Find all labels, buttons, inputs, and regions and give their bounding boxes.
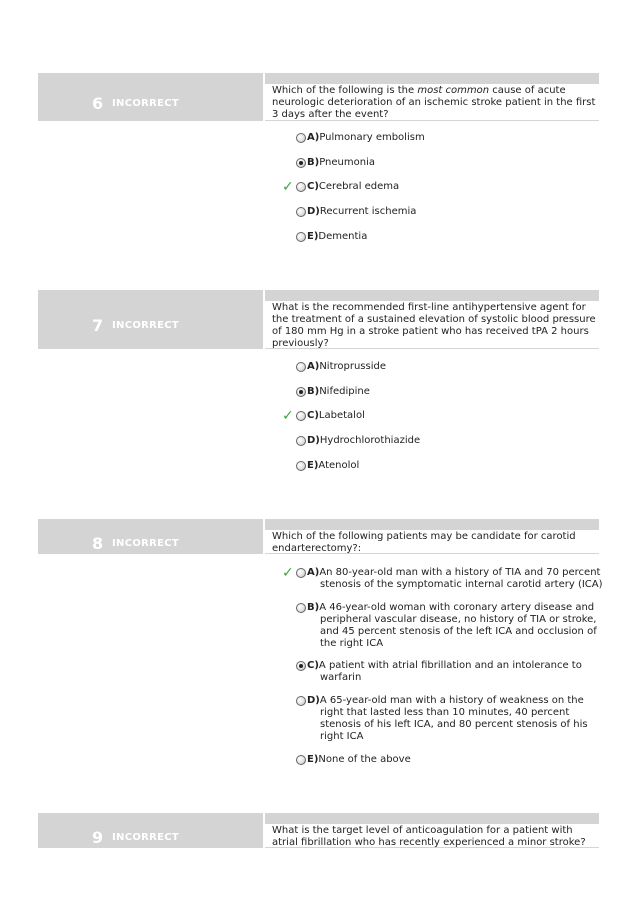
question-number: 8 bbox=[92, 534, 104, 553]
question-header bbox=[38, 519, 263, 554]
question-number: 9 bbox=[92, 828, 104, 847]
question-header bbox=[38, 73, 263, 121]
radio-icon[interactable] bbox=[296, 362, 306, 372]
radio-selected-icon[interactable] bbox=[296, 387, 306, 397]
radio-selected-icon[interactable] bbox=[296, 661, 306, 671]
option-text-line: peripheral vascular disease, no history of TIA or stroke, bbox=[320, 614, 597, 625]
check-icon: ✓ bbox=[282, 565, 294, 581]
header-bar bbox=[265, 290, 599, 301]
question-text: Which of the following is the most common cause of acute neurologic deterioration of an ischemic stroke patient in the first 3 days after the event? bbox=[272, 85, 596, 120]
question-header bbox=[38, 813, 263, 848]
question-7: 7 INCORRECT What is the recommended first-line antihypertensive agent for the treatment of a sustained elevation of systolic blood pressure of 180 mm Hg in a stroke patient who has received tPA 2 hours previously? A)Nitroprusside B)Nifedipine ✓ C)Labetalol D)Hydrochlorothiazide E)Atenolol bbox=[38, 290, 599, 490]
header-bar bbox=[265, 813, 599, 824]
radio-icon[interactable] bbox=[296, 568, 306, 578]
option-text-line: warfarin bbox=[320, 672, 362, 683]
question-text: What is the target level of anticoagulation for a patient with atrial fibrillation who has recently experienced a minor stroke? bbox=[272, 825, 586, 848]
radio-icon[interactable] bbox=[296, 232, 306, 242]
radio-icon[interactable] bbox=[296, 207, 306, 217]
option-text-line: and 45 percent stenosis of the left ICA and occlusion of bbox=[320, 626, 597, 637]
option-text-line: right that lasted less than 10 minutes, 40 percent bbox=[320, 707, 570, 718]
check-icon: ✓ bbox=[282, 179, 294, 195]
radio-icon[interactable] bbox=[296, 411, 306, 421]
check-icon: ✓ bbox=[282, 408, 294, 424]
option-text-line: stenosis of his left ICA, and 80 percent stenosis of his bbox=[320, 719, 588, 730]
option-text-line: stenosis of the symptomatic internal carotid artery (ICA) bbox=[320, 579, 603, 590]
status-label: INCORRECT bbox=[112, 538, 180, 549]
header-bar bbox=[265, 73, 599, 84]
question-8: 8 INCORRECT Which of the following patients may be candidate for carotid endarterectomy?: ✓ A)An 80-year-old man with a history of TIA and 70 percent stenosis of the symptomatic internal carotid artery (ICA) B)A 46-year-old woman with coronary artery disease and peripheral vascular disease, no history of TIA or stroke, and 45 percent stenosis of the left ICA and occlusion of the right ICA C)A patient with atrial fibrillation and an intolerance to warfarin D)A 65-year-old man with a history of weakness on the right that lasted less than 10 minutes, 40 percent stenosis of his left ICA, and 80 percent stenosis of his right ICA E)None of the above bbox=[38, 519, 599, 779]
question-header bbox=[38, 290, 263, 349]
question-text: Which of the following patients may be candidate for carotid endarterectomy?: bbox=[272, 531, 576, 554]
radio-icon[interactable] bbox=[296, 603, 306, 613]
radio-icon[interactable] bbox=[296, 133, 306, 143]
question-9 bbox=[38, 813, 599, 853]
question-text: What is the recommended first-line antihypertensive agent for the treatment of a sustained elevation of systolic blood pressure of 180 mm Hg in a stroke patient who has received tPA 2 hours previously? bbox=[272, 302, 596, 349]
radio-icon[interactable] bbox=[296, 755, 306, 765]
status-label: INCORRECT bbox=[112, 98, 180, 109]
header-bar bbox=[265, 519, 599, 530]
question-6: 6 INCORRECT Which of the following is the most common cause of acute neurologic deterioration of an ischemic stroke patient in the first 3 days after the event? A)Pulmonary embolism B)Pneumonia ✓ C)Cerebral edema D)Recurrent ischemia E)Dementia bbox=[38, 73, 599, 273]
option-text-line: right ICA bbox=[320, 731, 364, 742]
option-text-line: the right ICA bbox=[320, 638, 384, 649]
status-label: INCORRECT bbox=[112, 320, 180, 331]
radio-icon[interactable] bbox=[296, 182, 306, 192]
radio-icon[interactable] bbox=[296, 696, 306, 706]
status-label: INCORRECT bbox=[112, 832, 180, 843]
question-number: 6 bbox=[92, 94, 104, 113]
radio-icon[interactable] bbox=[296, 436, 306, 446]
radio-selected-icon[interactable] bbox=[296, 158, 306, 168]
radio-icon[interactable] bbox=[296, 461, 306, 471]
question-number: 7 bbox=[92, 316, 104, 335]
